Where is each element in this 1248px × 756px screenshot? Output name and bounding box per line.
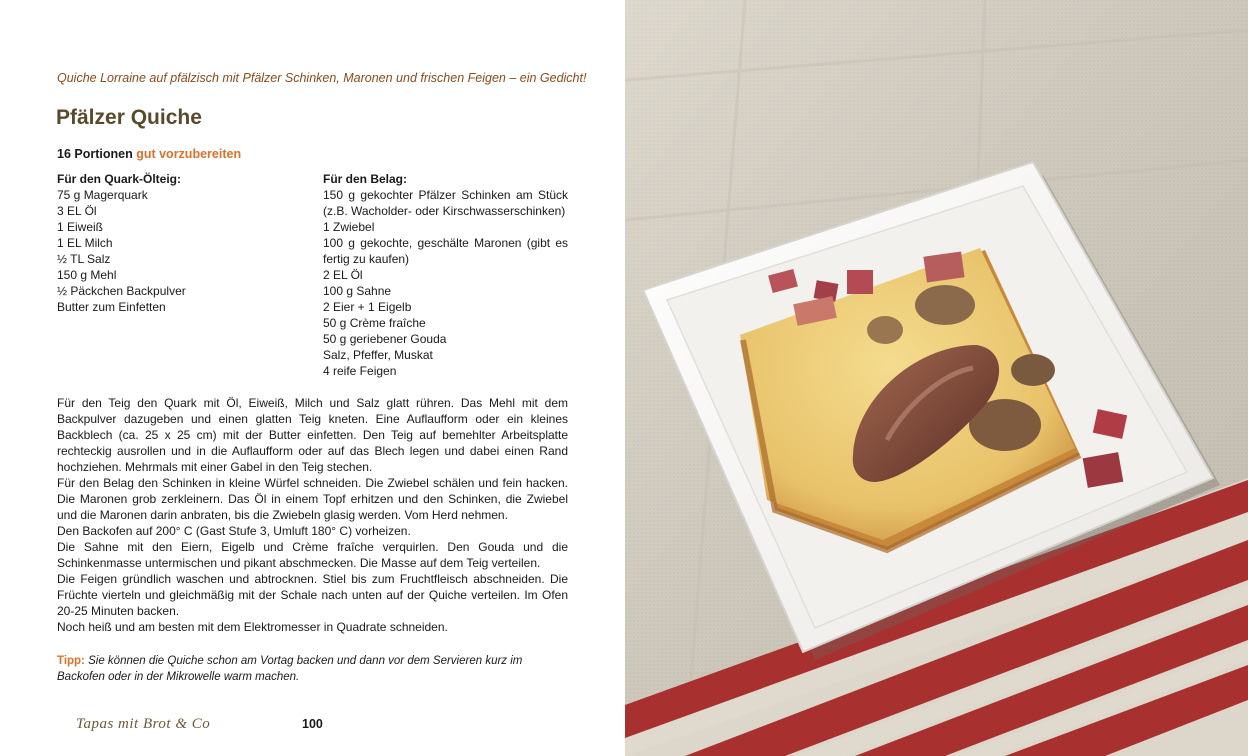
portions-line (57, 147, 241, 161)
tip-box (57, 653, 568, 685)
ingredient-item: Salz, Pfeffer, Muskat (323, 348, 433, 362)
ingredient-item: 75 g Magerquark (57, 188, 148, 202)
method-paragraph: Die Sahne mit den Eiern, Eigelb und Crème fraîche verquirlen. Den Gouda und die Schinkenmasse untermischen und pikant abschmecken. Die Masse auf dem Teig verteilen. (57, 540, 568, 570)
recipe-title: Pfälzer Quiche (56, 106, 202, 129)
tip-text: Sie können die Quiche schon am Vortag backen und dann vor dem Servieren kurz im Backofen oder in der Mikrowelle warm machen. (57, 655, 523, 683)
ingredient-item: 100 g gekochte, geschälte Maronen (gibt es fertig zu kaufen) (323, 236, 568, 266)
method-paragraph: Noch heiß und am besten mit dem Elektromesser in Quadrate schneiden. (57, 620, 448, 634)
topping-heading: Für den Belag: (323, 172, 408, 186)
ingredient-item: 1 EL Milch (57, 236, 113, 250)
ingredient-item: 4 reife Feigen (323, 364, 397, 378)
recipe-subtitle: Quiche Lorraine auf pfälzisch mit Pfälzer Schinken, Maronen und frischen Feigen – ein Gedicht! (57, 71, 587, 85)
method-paragraph: Für den Teig den Quark mit Öl, Eiweiß, Milch und Salz glatt rühren. Das Mehl mit dem Backpulver dazugeben und einen glatten Teig kneten. Eine Auflaufform oder ein kleines Backblech (ca. 25 x 25 cm) mit der Butter einfetten. Den Teig auf bemehlter Arbeitsplatte rechteckig ausrollen und in die Auflaufform oder auf das Blech legen und dabei einen Rand hochziehen. Mehrmals mit einer Gabel in den Teig stechen. (57, 396, 568, 474)
quiche-photo-illustration (625, 0, 1248, 756)
ingredient-item: ½ TL Salz (57, 252, 111, 266)
ingredient-item: 3 EL Öl (57, 204, 97, 218)
ingredient-item: 2 EL Öl (323, 268, 363, 282)
ingredient-item: 1 Eiweiß (57, 220, 104, 234)
topping-ingredients (323, 171, 568, 379)
page-number: 100 (302, 717, 323, 731)
ingredient-item: 50 g geriebener Gouda (323, 332, 447, 346)
ingredient-item: 1 Zwiebel (323, 220, 375, 234)
ingredient-item: 150 g Mehl (57, 268, 117, 282)
quiche-photo (625, 0, 1248, 756)
dough-ingredients (57, 171, 297, 315)
ingredient-item: ½ Päckchen Backpulver (57, 284, 186, 298)
method-paragraph: Den Backofen auf 200° C (Gast Stufe 3, Umluft 180° C) vorheizen. (57, 524, 411, 538)
dough-heading: Für den Quark-Ölteig: (57, 172, 182, 186)
method-text (57, 395, 568, 635)
book-title-footer: Tapas mit Brot & Co (76, 716, 211, 732)
ingredient-item: 100 g Sahne (323, 284, 392, 298)
portions-note: gut vorzubereiten (136, 147, 242, 161)
ingredient-item: 150 g gekochter Pfälzer Schinken am Stück (z.B. Wacholder- oder Kirschwasserschinken) (323, 188, 568, 218)
method-paragraph: Für den Belag den Schinken in kleine Würfel schneiden. Die Zwiebel schälen und fein hacken. Die Maronen grob zerkleinern. Das Öl in einem Topf erhitzen und den Schinken, die Zwiebel und die Maronen darin anbraten, bis die Zwiebeln glasig werden. Vom Herd nehmen. (57, 476, 568, 522)
ingredient-item: 50 g Crème fraîche (323, 316, 426, 330)
portions-count: 16 Portionen (57, 147, 133, 161)
tip-label: Tipp: (57, 655, 85, 667)
ingredient-item: Butter zum Einfetten (57, 300, 166, 314)
method-paragraph: Die Feigen gründlich waschen und abtrocknen. Stiel bis zum Fruchtfleisch abschneiden. Die Früchte vierteln und gleichmäßig mit der Schale nach unten auf der Quiche verteilen. Im Ofen 20-25 Minuten backen. (57, 572, 568, 618)
ingredient-item: 2 Eier + 1 Eigelb (323, 300, 412, 314)
